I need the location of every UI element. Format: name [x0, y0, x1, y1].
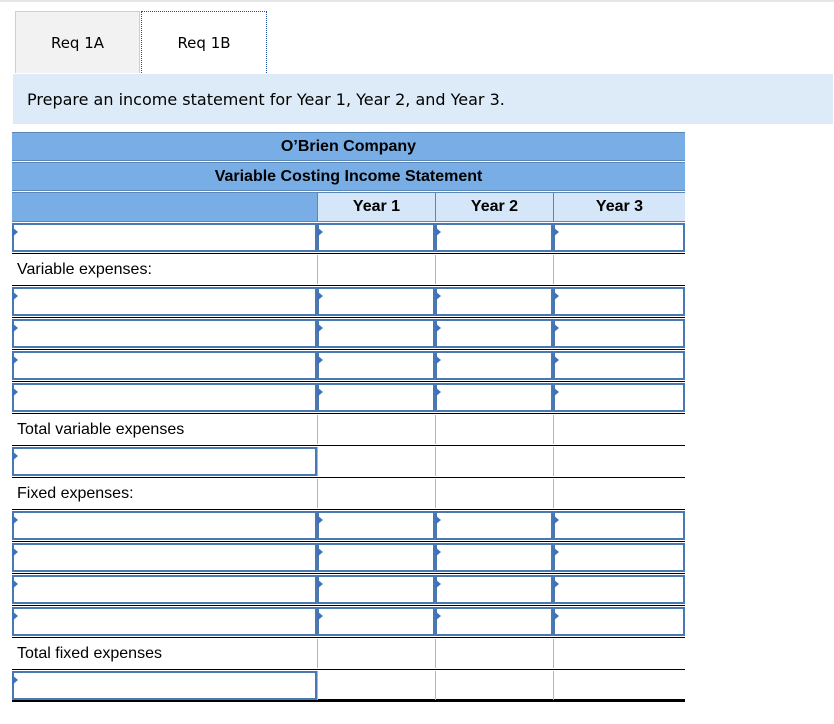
fixed-expenses-label — [12, 479, 317, 508]
dropdown-indicator-icon — [435, 355, 441, 365]
year-3-input[interactable] — [553, 319, 685, 348]
table-row — [12, 414, 685, 446]
dropdown-indicator-icon — [553, 387, 559, 397]
row-label-input[interactable] — [12, 607, 317, 636]
table-row — [12, 542, 685, 574]
statement-title-header — [12, 162, 685, 191]
year-3-input[interactable] — [553, 511, 685, 540]
dropdown-indicator-icon — [317, 291, 323, 301]
table-row — [12, 446, 685, 478]
year-3-input[interactable] — [553, 575, 685, 604]
dropdown-indicator-icon — [553, 355, 559, 365]
statement-title: Variable Costing Income Statement — [214, 167, 483, 185]
dropdown-indicator-icon — [317, 323, 323, 333]
row-label-input[interactable] — [12, 383, 317, 412]
empty-cell — [553, 255, 685, 284]
empty-cell — [435, 479, 553, 508]
row-label-input[interactable] — [12, 319, 317, 348]
column-header-year-2 — [435, 193, 553, 221]
row-label-input[interactable] — [12, 287, 317, 316]
empty-cell — [317, 255, 435, 284]
year-1-input[interactable] — [317, 511, 435, 540]
total-variable-year-3 — [553, 415, 685, 444]
tab-req-1b[interactable] — [141, 11, 267, 73]
table-row — [12, 606, 685, 638]
top-divider — [0, 0, 834, 2]
dropdown-indicator-icon — [553, 547, 559, 557]
dropdown-indicator-icon — [12, 547, 18, 557]
dropdown-indicator-icon — [317, 547, 323, 557]
total-fixed-expenses-text: Total fixed expenses — [17, 644, 162, 662]
table-row — [12, 286, 685, 318]
dropdown-indicator-icon — [435, 515, 441, 525]
year-3-input[interactable] — [553, 543, 685, 572]
instruction-banner — [13, 74, 833, 124]
empty-cell — [317, 479, 435, 508]
dropdown-indicator-icon — [435, 611, 441, 621]
year-2-input[interactable] — [435, 383, 553, 412]
row-label-input[interactable] — [12, 447, 317, 476]
table-row — [12, 222, 685, 254]
year-3-input[interactable] — [553, 287, 685, 316]
dropdown-indicator-icon — [435, 291, 441, 301]
dropdown-indicator-icon — [317, 579, 323, 589]
year-2-input[interactable] — [435, 287, 553, 316]
total-fixed-year-2 — [435, 639, 553, 668]
total-fixed-year-1 — [317, 639, 435, 668]
dropdown-indicator-icon — [12, 515, 18, 525]
year-1-input[interactable] — [317, 607, 435, 636]
dropdown-indicator-icon — [553, 323, 559, 333]
year-2-input[interactable] — [435, 575, 553, 604]
dropdown-indicator-icon — [553, 579, 559, 589]
dropdown-indicator-icon — [553, 611, 559, 621]
year-1-input[interactable] — [317, 351, 435, 380]
dropdown-indicator-icon — [12, 291, 18, 301]
tab-req-1a[interactable] — [15, 11, 140, 73]
year-1-input[interactable] — [317, 575, 435, 604]
year-3-input[interactable] — [553, 607, 685, 636]
total-variable-expenses-text: Total variable expenses — [17, 420, 185, 438]
year-2-input[interactable] — [435, 351, 553, 380]
table-row — [12, 670, 685, 702]
table-row — [12, 478, 685, 510]
dropdown-indicator-icon — [553, 227, 559, 237]
year-2-input[interactable] — [435, 223, 553, 252]
company-header — [12, 132, 685, 161]
variable-expenses-label — [12, 255, 317, 284]
year-3-input[interactable] — [553, 383, 685, 412]
column-header-year-3-label: Year 3 — [595, 198, 644, 215]
dropdown-indicator-icon — [435, 227, 441, 237]
table-row — [12, 382, 685, 414]
empty-cell — [317, 447, 435, 476]
dropdown-indicator-icon — [553, 515, 559, 525]
year-3-input[interactable] — [553, 223, 685, 252]
year-2-input[interactable] — [435, 319, 553, 348]
empty-cell — [553, 671, 685, 700]
total-variable-year-2 — [435, 415, 553, 444]
row-label-input[interactable] — [12, 543, 317, 572]
dropdown-indicator-icon — [435, 387, 441, 397]
year-2-input[interactable] — [435, 607, 553, 636]
row-label-input[interactable] — [12, 671, 317, 700]
dropdown-indicator-icon — [12, 451, 18, 461]
year-1-input[interactable] — [317, 319, 435, 348]
dropdown-indicator-icon — [317, 387, 323, 397]
column-header-year-2-label: Year 2 — [470, 198, 519, 215]
dropdown-indicator-icon — [12, 323, 18, 333]
dropdown-indicator-icon — [12, 387, 18, 397]
row-label-input[interactable] — [12, 575, 317, 604]
dropdown-indicator-icon — [12, 579, 18, 589]
empty-cell — [435, 447, 553, 476]
column-header-year-1 — [317, 193, 435, 221]
table-row — [12, 574, 685, 606]
dropdown-indicator-icon — [317, 355, 323, 365]
table-row — [12, 510, 685, 542]
tab-req-1a-label: Req 1A — [50, 33, 105, 52]
column-header-year-3 — [553, 193, 685, 221]
column-header-row — [12, 192, 685, 222]
dropdown-indicator-icon — [317, 515, 323, 525]
row-label-input[interactable] — [12, 351, 317, 380]
tab-req-1b-label: Req 1B — [177, 33, 231, 52]
column-header-year-1-label: Year 1 — [352, 198, 401, 215]
table-row — [12, 254, 685, 286]
total-variable-expenses-label — [12, 415, 317, 444]
dropdown-indicator-icon — [317, 611, 323, 621]
dropdown-indicator-icon — [435, 579, 441, 589]
dropdown-indicator-icon — [317, 227, 323, 237]
year-3-input[interactable] — [553, 351, 685, 380]
company-name: O’Brien Company — [280, 137, 417, 155]
row-label-input[interactable] — [12, 223, 317, 252]
year-1-input[interactable] — [317, 223, 435, 252]
year-1-input[interactable] — [317, 383, 435, 412]
fixed-expenses-text: Fixed expenses: — [17, 484, 134, 502]
dropdown-indicator-icon — [553, 291, 559, 301]
dropdown-indicator-icon — [435, 547, 441, 557]
total-variable-year-1 — [317, 415, 435, 444]
empty-cell — [553, 479, 685, 508]
dropdown-indicator-icon — [12, 355, 18, 365]
variable-expenses-text: Variable expenses: — [17, 260, 152, 278]
empty-cell — [317, 671, 435, 700]
dropdown-indicator-icon — [12, 675, 18, 685]
empty-cell — [435, 671, 553, 700]
table-row — [12, 318, 685, 350]
dropdown-indicator-icon — [12, 227, 18, 237]
empty-cell — [435, 255, 553, 284]
year-1-input[interactable] — [317, 543, 435, 572]
total-fixed-year-3 — [553, 639, 685, 668]
statement-body — [12, 222, 685, 702]
total-fixed-expenses-label — [12, 639, 317, 668]
year-2-input[interactable] — [435, 511, 553, 540]
year-1-input[interactable] — [317, 287, 435, 316]
row-label-input[interactable] — [12, 511, 317, 540]
dropdown-indicator-icon — [12, 611, 18, 621]
empty-cell — [553, 447, 685, 476]
year-2-input[interactable] — [435, 543, 553, 572]
instruction-text: Prepare an income statement for Year 1, Year 2, and Year 3. — [27, 89, 505, 109]
table-row — [12, 638, 685, 670]
dropdown-indicator-icon — [435, 323, 441, 333]
table-row — [12, 350, 685, 382]
